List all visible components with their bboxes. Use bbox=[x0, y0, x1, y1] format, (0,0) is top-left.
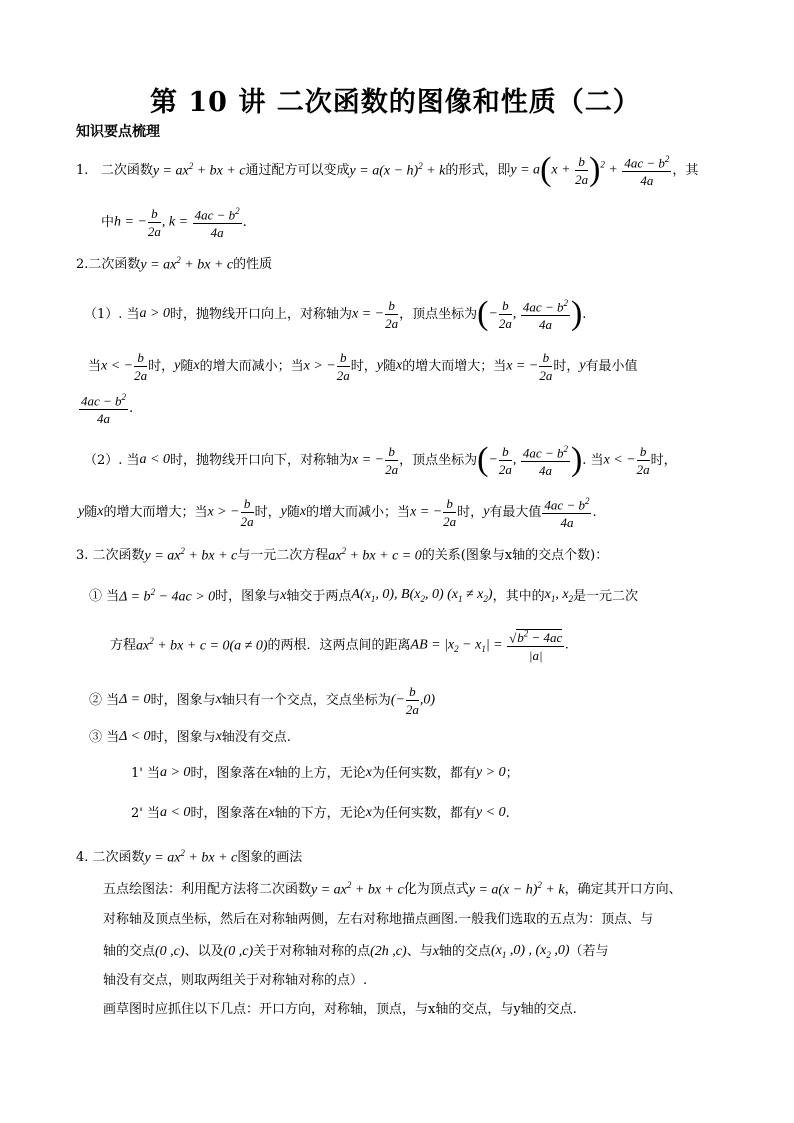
formula: x > − $\frac{b}{2a}$ bbox=[303, 349, 350, 383]
section-4-line-3 bbox=[103, 944, 609, 960]
var: y bbox=[483, 504, 490, 519]
var: x bbox=[365, 805, 372, 820]
section-3-heading bbox=[76, 547, 608, 564]
section-2-case-1-detail bbox=[88, 349, 638, 383]
section-4-line-1 bbox=[103, 881, 682, 898]
section-3-sub-2 bbox=[131, 806, 510, 820]
text: 时， bbox=[457, 504, 484, 520]
var: x bbox=[395, 358, 403, 373]
text: 4. 二次函数 bbox=[76, 849, 145, 865]
section-2-case-2-detail bbox=[78, 495, 597, 529]
text: 随 bbox=[84, 504, 98, 520]
text: 时， bbox=[350, 358, 377, 374]
formula: $ax^2$ + bx + c = 0(a ≠ 0) bbox=[136, 635, 268, 654]
text: （1）. 当 bbox=[84, 306, 140, 322]
text: 时， bbox=[553, 358, 580, 374]
formula-discriminant: $\Delta = b^2 - 4ac > 0$ bbox=[119, 587, 216, 605]
text: 随 bbox=[180, 358, 194, 374]
var: y bbox=[78, 504, 85, 519]
var: y bbox=[579, 358, 586, 373]
section-1-text: 中 bbox=[101, 214, 115, 230]
formula-general-form: $y = ax^2$ + bx + c bbox=[144, 546, 238, 564]
text: 、以及 bbox=[184, 944, 224, 960]
formula: x = − $\frac{b}{2a}$ bbox=[410, 495, 457, 529]
text: . bbox=[129, 400, 134, 416]
section-3-case-3 bbox=[89, 730, 291, 744]
formula-general-form: $y = ax^2$ + bx + c bbox=[144, 848, 238, 866]
formula-general-form: $y = ax^2$ + bx + c bbox=[140, 255, 234, 273]
formula-vertex: (− $\frac{b}{2a}$ , $\frac{4ac - b^2}{4a}$ ) bbox=[477, 295, 583, 333]
formula-vertex-form: $y = a(x - h)^2 + k$ bbox=[468, 880, 565, 898]
var: y bbox=[174, 358, 181, 373]
page-title: 第 10 讲 二次函数的图像和性质（二） bbox=[150, 87, 641, 118]
section-3-case-2 bbox=[89, 683, 435, 717]
var: y bbox=[280, 504, 287, 519]
text: 时， bbox=[650, 452, 677, 468]
formula-max-value: $\frac{4ac - b^2}{4a}$ bbox=[544, 495, 590, 531]
formula-equation: $ax^2$ + bx + c = 0 bbox=[328, 546, 422, 564]
var: x bbox=[215, 729, 222, 744]
text: 的增大而增大；当 bbox=[402, 358, 507, 374]
var: x bbox=[299, 504, 307, 519]
text: 轴的交点 bbox=[438, 944, 491, 960]
section-3-sub-1 bbox=[131, 766, 519, 780]
text: 、与 bbox=[406, 944, 433, 960]
formula: Δ < 0 bbox=[119, 729, 151, 744]
section-1-text: ，其 bbox=[672, 162, 699, 178]
formula-general-form: $y = ax^2$ + bx + c bbox=[152, 160, 246, 179]
section-2-heading-text: 2.二次函数 bbox=[76, 256, 141, 272]
text: 方程 bbox=[110, 637, 137, 653]
var: x bbox=[97, 504, 104, 519]
text: 化为顶点式 bbox=[403, 881, 469, 897]
text: 时，抛物线开口向上，对称轴为 bbox=[170, 306, 353, 322]
section-1-number: 1. bbox=[76, 162, 89, 178]
formula-points: ($x_1$ ,0) , ($x_2$ ,0) bbox=[490, 943, 570, 960]
text: ，确定其开口方向、 bbox=[564, 881, 682, 897]
text: 图象的画法 bbox=[237, 849, 303, 865]
formula-h-k: h = − $\frac{b}{2a}$ , k = $\frac{4ac - b^2}{4a}$ bbox=[114, 205, 240, 241]
var: y bbox=[376, 358, 383, 373]
text: （若与 bbox=[569, 944, 609, 960]
text: 随 bbox=[382, 358, 396, 374]
text: . 当 bbox=[582, 452, 604, 468]
section-heading: 知识要点梳理 bbox=[76, 124, 160, 140]
formula: a < 0 bbox=[159, 805, 191, 820]
text: 时， bbox=[148, 358, 175, 374]
section-1-text: . bbox=[242, 214, 247, 230]
section-2-case-1 bbox=[84, 297, 586, 331]
var: x bbox=[432, 943, 439, 959]
text: 轴没有交点. bbox=[221, 729, 291, 745]
text: 轴的上方，无论 bbox=[274, 765, 366, 781]
formula-points: $A(x_1$, 0), $B(x_2$, 0) $(x_1 \ne x_2)$ bbox=[351, 587, 493, 605]
formula: x = − $\frac{b}{2a}$ bbox=[506, 349, 553, 383]
text: 有最大值 bbox=[489, 504, 542, 520]
section-1-text: 的形式，即 bbox=[445, 162, 511, 178]
formula-axis: x = − $\frac{b}{2a}$ bbox=[352, 443, 399, 477]
section-2-min-value bbox=[78, 391, 133, 425]
text: ① 当 bbox=[89, 588, 120, 604]
text: 轴的交点 bbox=[103, 944, 156, 960]
text: 是一元二次 bbox=[573, 588, 639, 604]
text: ，顶点坐标为 bbox=[399, 306, 478, 322]
formula-general-form: $y = ax^2$ + bx + c bbox=[311, 880, 404, 898]
text: . bbox=[505, 805, 510, 821]
text: 时，图象与 bbox=[150, 729, 216, 745]
text: . bbox=[592, 504, 597, 520]
text: 当 bbox=[88, 358, 102, 374]
var: x bbox=[280, 588, 287, 604]
section-1-line-2 bbox=[101, 205, 247, 239]
text: 1' 当 bbox=[131, 765, 160, 781]
text: （2）. 当 bbox=[84, 452, 140, 468]
text: ，顶点坐标为 bbox=[399, 452, 478, 468]
section-4-line-4: 轴没有交点，则取两组关于对称轴对称的点）. bbox=[103, 973, 368, 988]
section-2-case-2 bbox=[84, 443, 677, 477]
text: 时， bbox=[254, 504, 281, 520]
text: 时，图象落在 bbox=[190, 765, 269, 781]
text: 与一元二次方程 bbox=[237, 547, 329, 563]
text: ； bbox=[505, 765, 519, 781]
text: 关于对称轴对称的点 bbox=[253, 944, 371, 960]
text: 为任何实数，都有 bbox=[371, 805, 476, 821]
section-3-case-1 bbox=[89, 588, 638, 605]
section-1-line-1 bbox=[76, 153, 698, 187]
var: x bbox=[365, 765, 372, 780]
text: ③ 当 bbox=[89, 729, 120, 745]
formula-distance: AB = $|x_2 - x_1|$ = $\frac{√b^2 - 4ac}{|a|}$ . bbox=[410, 628, 569, 664]
var: x bbox=[215, 692, 222, 707]
formula-min-value: $\frac{4ac - b^2}{4a}$ bbox=[81, 391, 127, 427]
formula: x > − $\frac{b}{2a}$ bbox=[207, 495, 254, 529]
text: 的增大而减小；当 bbox=[199, 358, 304, 374]
var: x bbox=[268, 765, 275, 780]
text: 轴只有一个交点，交点坐标为 bbox=[221, 692, 391, 708]
formula-axis: x = − $\frac{b}{2a}$ bbox=[352, 297, 399, 331]
text: 随 bbox=[286, 504, 300, 520]
text: 为任何实数，都有 bbox=[371, 765, 476, 781]
text: 2' 当 bbox=[131, 805, 160, 821]
var: x bbox=[193, 358, 200, 373]
formula: x < − $\frac{b}{2a}$ bbox=[603, 443, 650, 477]
text: 时，图象与 bbox=[215, 588, 281, 604]
text: 3. 二次函数 bbox=[76, 547, 145, 563]
section-1-text: 通过配方可以变成 bbox=[245, 162, 350, 178]
formula: y > 0 bbox=[475, 765, 506, 780]
formula: a < 0 bbox=[139, 452, 170, 467]
formula-vertex: (− $\frac{b}{2a}$ , $\frac{4ac - b^2}{4a}$ ) bbox=[477, 441, 583, 479]
formula-point: (2h ,c) bbox=[370, 943, 407, 959]
section-2-heading-text: 的性质 bbox=[233, 256, 273, 272]
text: . bbox=[582, 306, 587, 322]
text: 的增大而增大；当 bbox=[103, 504, 208, 520]
formula-point: (0 ,c) bbox=[155, 943, 185, 959]
formula-point: (0 ,c) bbox=[223, 943, 254, 959]
formula-completed-square: y = a(x + $\frac{b}{2a}$ )$^2$ + $\frac{4ac - b^2}{4a}$ bbox=[510, 151, 670, 189]
text: 轴交于两点 bbox=[286, 588, 352, 604]
text: ② 当 bbox=[89, 692, 120, 708]
text: 的两根．这两点间的距离 bbox=[267, 637, 411, 653]
formula-vertex-form: $y = a(x - h)^2 + k$ bbox=[349, 160, 446, 179]
text: 时，抛物线开口向下，对称轴为 bbox=[170, 452, 353, 468]
formula: a > 0 bbox=[159, 765, 191, 780]
formula: Δ = 0 bbox=[119, 692, 151, 707]
var: x bbox=[268, 805, 275, 820]
formula: x < − $\frac{b}{2a}$ bbox=[101, 349, 148, 383]
formula: y < 0 bbox=[475, 805, 506, 820]
text: 时，图象落在 bbox=[190, 805, 269, 821]
formula: a > 0 bbox=[139, 306, 170, 321]
section-1-text: 二次函数 bbox=[100, 162, 153, 178]
text: ，其中的 bbox=[492, 588, 545, 604]
section-4-line-2: 对称轴及顶点坐标，然后在对称轴两侧，左右对称地描点画图.一般我们选取的五点为：顶点、与 bbox=[103, 912, 654, 927]
text: 时，图象与 bbox=[150, 692, 216, 708]
section-4-line-5: 画草图时应抓住以下几点：开口方向，对称轴，顶点，与x轴的交点，与y轴的交点. bbox=[103, 1002, 577, 1017]
formula: $x_1$, $x_2$ bbox=[544, 587, 574, 605]
formula-point: (− $\frac{b}{2a}$ ,0) bbox=[390, 683, 436, 717]
text: 有最小值 bbox=[585, 358, 638, 374]
section-3-case-1-cont bbox=[110, 628, 569, 662]
text: 五点绘图法：利用配方法将二次函数 bbox=[103, 881, 312, 897]
text: 的关系(图象与x轴的交点个数)： bbox=[421, 547, 609, 563]
section-2-heading bbox=[76, 256, 272, 273]
section-4-heading bbox=[76, 849, 302, 866]
text: 的增大而减小；当 bbox=[306, 504, 411, 520]
text: 轴的下方，无论 bbox=[274, 805, 366, 821]
